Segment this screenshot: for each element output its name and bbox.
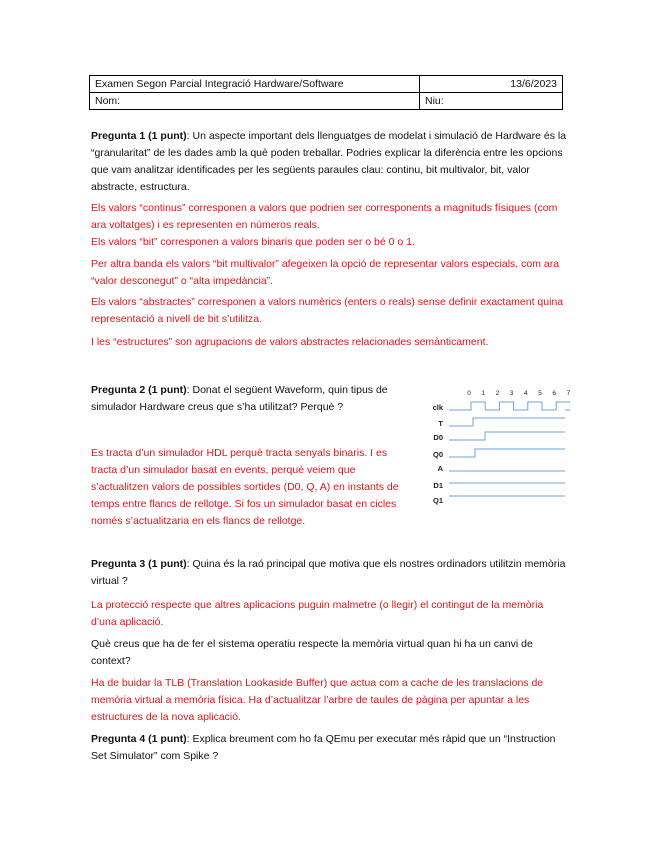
tick-label: 6 — [552, 390, 557, 397]
clk-signal — [449, 402, 570, 410]
question-4-text: : Explica breument com ho fa QEmu per executar més ràpid que un “Instruction Set Simulator” com Spike ? — [91, 733, 556, 762]
question-4-heading: Pregunta 4 (1 punt) — [91, 733, 187, 745]
signal-label: A — [437, 464, 443, 473]
tick-label: 7 — [566, 390, 570, 397]
Q0-signal — [449, 449, 565, 457]
question-3-followup: Què creus que ha de fer el sistema operatiu respecte la memòria virtual quan hi ha un canvi de context? — [91, 638, 533, 667]
signal-label: Q1 — [432, 496, 443, 505]
signal-label: Q0 — [432, 450, 443, 459]
waveform-signal-lines — [449, 402, 570, 496]
tick-label: 5 — [538, 390, 542, 397]
T-signal — [449, 418, 565, 426]
question-1-heading: Pregunta 1 (1 punt) — [91, 130, 187, 142]
waveform-signal-labels — [433, 403, 444, 505]
answer-1-continuous: Els valors “continus” corresponen a valors que podrien ser corresponents a magnituds físiques (com ara voltatges) i es representen en números reals. Els valors “bit” corresponen a valors binaris que poden ser o bé 0 o 1. — [91, 202, 558, 248]
waveform-diagram — [425, 385, 570, 510]
signal-label: D0 — [433, 433, 443, 442]
answer-2: Es tracta d’un simulador HDL perquè tracta senyals binaris. I es tracta d’un simulador basat en events, perquè veiem que s’actualitzen valors de possibles sortides (D0, Q, A) en instants de temps entre flancs de rellotge. Si fos un simulador basat en cicles només s’actualitzaria en els flancs de rellotge. — [91, 447, 399, 527]
question-1 — [91, 128, 567, 196]
question-1-text: : Un aspecte important dels llenguatges de modelat i simulació de Hardware és la “granularitat” de les dades amb la què poden treballar. Podries explicar la diferència entre les opcions que vam analitzar identificades per les següents paraules clau: continu, bit multivalor, bit, valor abstracte, estructura. — [91, 130, 567, 193]
waveform-tick-labels — [467, 390, 570, 397]
question-3 — [91, 556, 567, 590]
question-4 — [91, 731, 567, 765]
answer-3-followup: Ha de buidar la TLB (Translation Lookaside Buffer) que actua com a cache de les translacions de memòria virtual a memòria física. Ha d’actualitzar l’arbre de taules de pàgina per apuntar a les estructures de la nova aplicació. — [91, 677, 544, 723]
question-3-text: : Quina és la raó principal que motiva que els nostres ordinadors utilitzin memòria virtual ? — [91, 558, 566, 587]
exam-title: Examen Segon Parcial Integració Hardware/Software — [90, 76, 420, 93]
answer-1-structures: I les “estructures” son agrupacions de valors abstractes relacionades semànticament. — [91, 336, 489, 348]
question-2-heading: Pregunta 2 (1 punt) — [91, 384, 187, 396]
signal-label: D1 — [433, 481, 443, 490]
tick-label: 2 — [495, 390, 500, 397]
niu-label: Niu: — [420, 93, 563, 110]
name-label: Nom: — [90, 93, 420, 110]
D0-signal — [449, 432, 565, 440]
question-3-heading: Pregunta 3 (1 punt) — [91, 558, 187, 570]
signal-label: clk — [432, 403, 443, 412]
signal-label: T — [438, 419, 443, 428]
tick-label: 4 — [523, 390, 528, 397]
tick-label: 3 — [509, 390, 514, 397]
exam-header-table — [89, 75, 563, 110]
exam-date: 13/6/2023 — [420, 76, 563, 93]
answer-1-abstract: Els valors “abstractes” corresponen a valors numèrics (enters o reals) sense definir exactament quina representació a nivell de bit s’utilitza. — [91, 296, 564, 325]
question-2: Pregunta 2 (1 punt): Donat el següent Waveform, quin tipus de simulador Hardware creus que s’ha utilitzat? Perquè ? — [91, 384, 388, 413]
tick-label: 0 — [467, 390, 471, 397]
answer-1-multivalue: Per altra banda els valors “bit multivalor” afegeixen la opció de representar valors especials, com ara “valor desconegut” o “alta impedància”. — [91, 258, 560, 287]
answer-3: La protecció respecte que altres aplicacions puguin malmetre (o llegir) el contingut de la memòria d’una aplicació. — [91, 599, 544, 628]
tick-label: 1 — [481, 390, 486, 397]
